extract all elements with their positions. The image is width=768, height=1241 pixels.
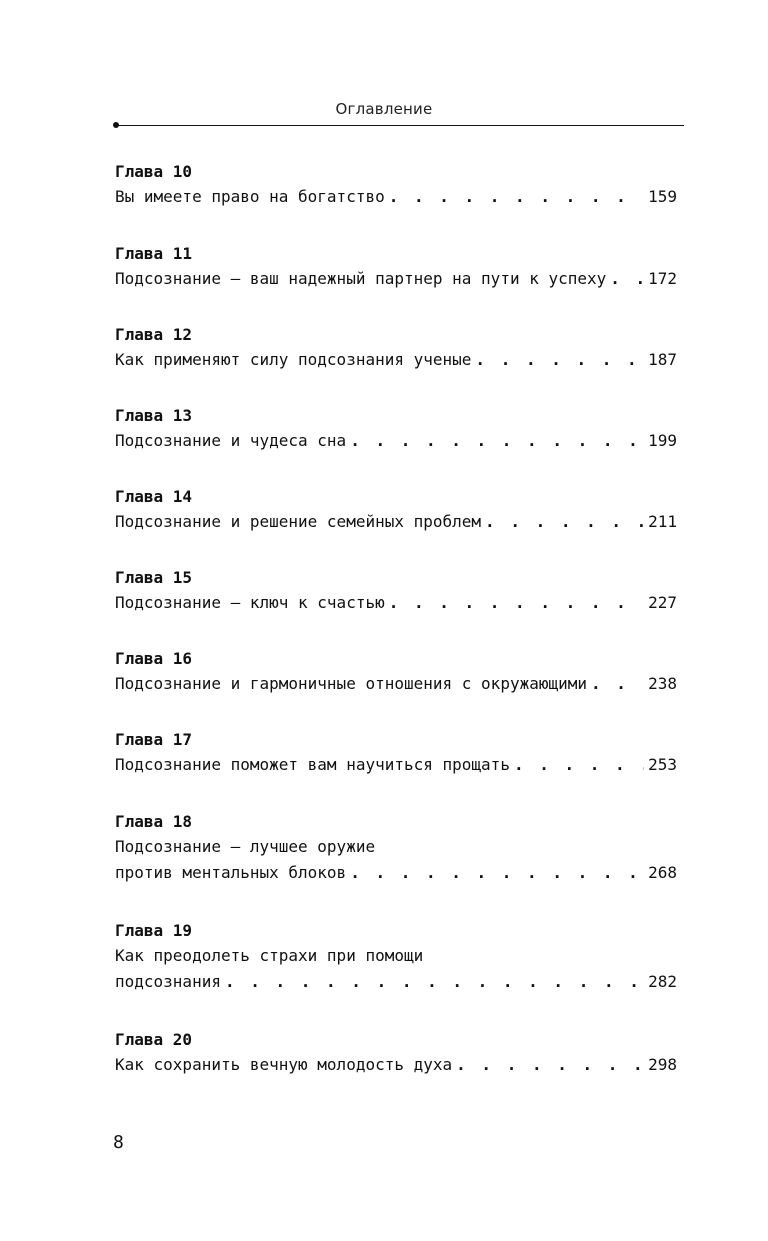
chapter-label: Глава 17 (115, 730, 193, 749)
chapter-title: против ментальных блоков (115, 863, 347, 882)
chapter-label: Глава 14 (115, 487, 193, 506)
toc-leader-line (115, 184, 677, 210)
toc-leader-line (115, 860, 677, 886)
page-ref: 172 (648, 269, 677, 288)
toc-entry[interactable] (115, 919, 677, 995)
page-number: 8 (113, 1132, 124, 1153)
page-ref: 282 (648, 972, 677, 991)
chapter-title: Подсознание — ключ к счастью (115, 593, 385, 612)
toc-leader-line (115, 509, 677, 535)
chapter-title: Подсознание и чудеса сна (115, 431, 347, 450)
running-head: Оглавление (335, 100, 433, 118)
toc-entry[interactable] (115, 160, 677, 210)
chapter-title: Подсознание и решение семейных проблем (115, 512, 482, 531)
dot-leader (591, 671, 644, 697)
chapter-title: Как применяют силу подсознания ученые (115, 350, 472, 369)
chapter-title: подсознания (115, 972, 221, 991)
chapter-label: Глава 10 (115, 162, 193, 181)
page-ref: 253 (648, 755, 677, 774)
toc-entry[interactable] (115, 566, 677, 616)
dot-leader (389, 590, 644, 616)
dot-leader (389, 184, 644, 210)
chapter-title: Вы имеете право на богатство (115, 187, 385, 206)
page-ref: 238 (648, 674, 677, 693)
toc-leader-line (115, 428, 677, 454)
chapter-title: Как преодолеть страхи при помощи (115, 946, 424, 965)
chapter-title: Подсознание — лучшее оружие (115, 837, 376, 856)
dot-leader (514, 752, 644, 778)
toc-leader-line (115, 969, 677, 995)
chapter-label: Глава 11 (115, 244, 193, 263)
toc-entry[interactable] (115, 810, 677, 886)
toc-leader-line (115, 1052, 677, 1078)
toc-leader-line (115, 590, 677, 616)
page-ref: 199 (648, 431, 677, 450)
toc-title-line (115, 834, 677, 860)
chapter-label: Глава 20 (115, 1030, 193, 1049)
toc-leader-line (115, 266, 677, 292)
chapter-label: Глава 15 (115, 568, 193, 587)
toc-entry[interactable] (115, 404, 677, 454)
toc-entry[interactable] (115, 728, 677, 778)
chapter-title: Подсознание и гармоничные отношения с окружающими (115, 674, 588, 693)
header-rule (116, 125, 684, 126)
page-ref: 268 (648, 863, 677, 882)
dot-leader (475, 347, 644, 373)
toc-leader-line (115, 752, 677, 778)
toc-title-line (115, 943, 677, 969)
dot-leader (610, 266, 644, 292)
toc-entry[interactable] (115, 485, 677, 535)
dot-leader (225, 969, 644, 995)
chapter-label: Глава 13 (115, 406, 193, 425)
chapter-title: Подсознание поможет вам научиться прощать (115, 755, 510, 774)
toc-entry[interactable] (115, 647, 677, 697)
toc-leader-line (115, 347, 677, 373)
page-ref: 298 (648, 1055, 677, 1074)
toc-entry[interactable] (115, 323, 677, 373)
chapter-label: Глава 12 (115, 325, 193, 344)
page-ref: 187 (648, 350, 677, 369)
dot-leader (456, 1052, 644, 1078)
toc-entry[interactable] (115, 242, 677, 292)
page-ref: 227 (648, 593, 677, 612)
chapter-title: Как сохранить вечную молодость духа (115, 1055, 453, 1074)
page-ref: 211 (648, 512, 677, 531)
toc-leader-line (115, 671, 677, 697)
chapter-label: Глава 19 (115, 921, 193, 940)
page-ref: 159 (648, 187, 677, 206)
chapter-title: Подсознание — ваш надежный партнер на пути к успеху (115, 269, 607, 288)
chapter-label: Глава 18 (115, 812, 193, 831)
dot-leader (350, 428, 644, 454)
toc-entry[interactable] (115, 1028, 677, 1078)
chapter-label: Глава 16 (115, 649, 193, 668)
dot-leader (485, 509, 644, 535)
dot-leader (350, 860, 644, 886)
